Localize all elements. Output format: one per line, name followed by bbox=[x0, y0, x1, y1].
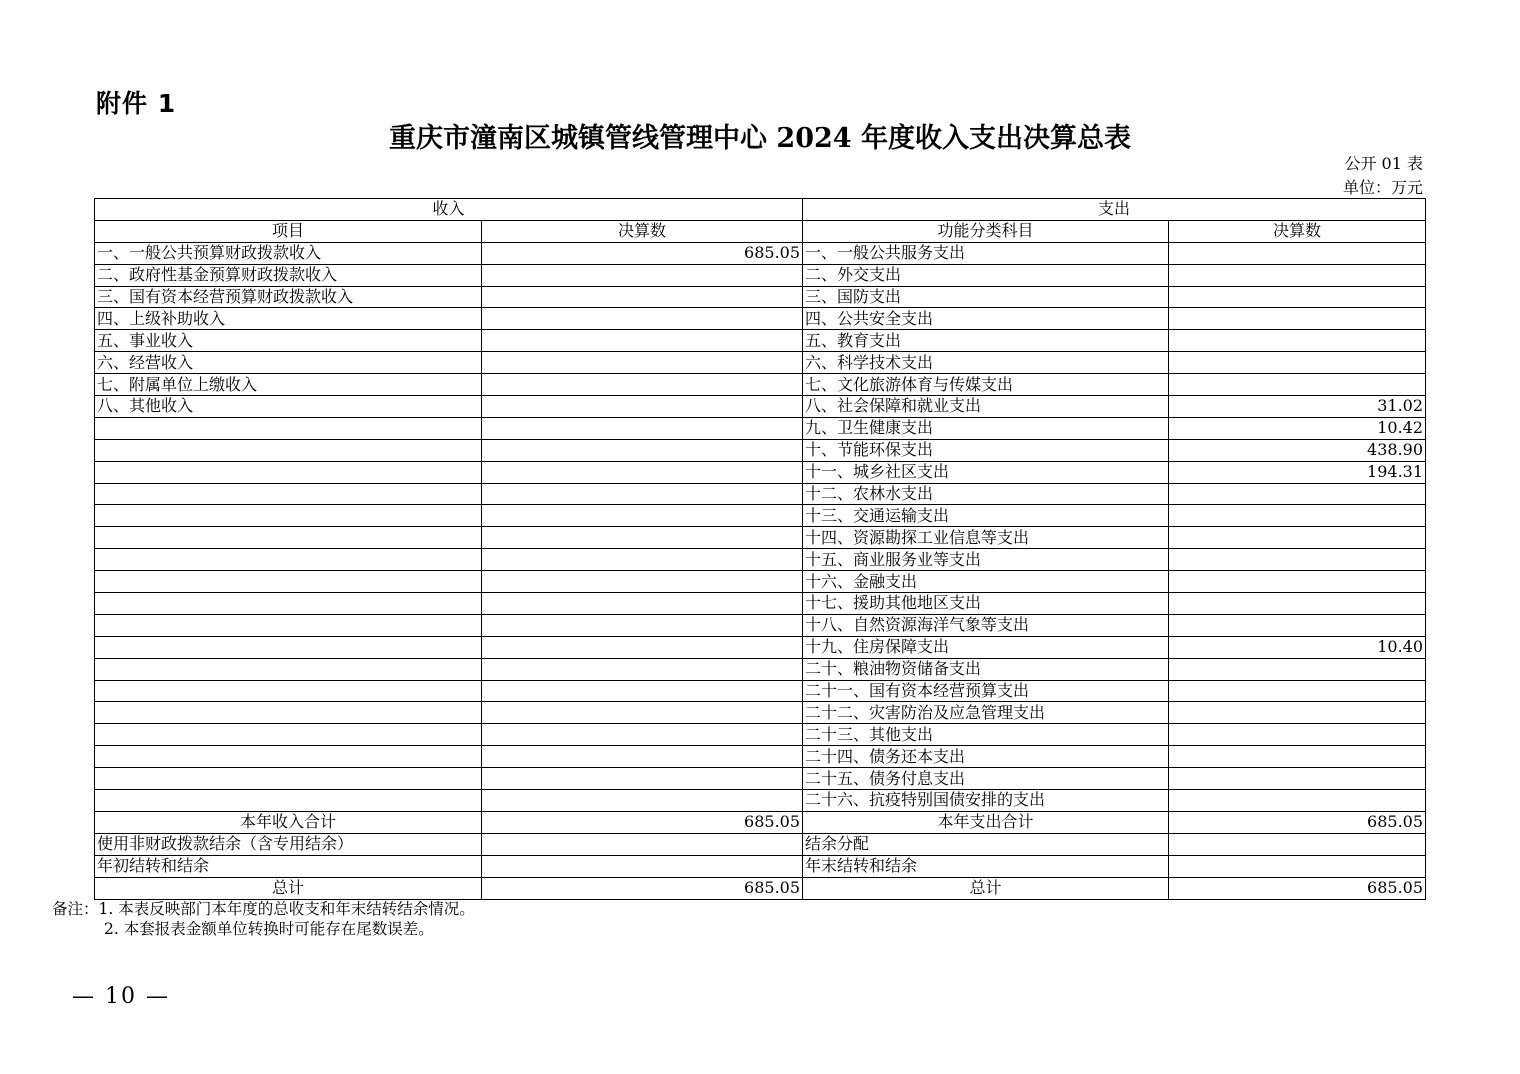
table-row bbox=[95, 549, 1426, 571]
expense-item-cell: 十、节能环保支出 bbox=[803, 439, 1169, 461]
expense-item-cell: 八、社会保障和就业支出 bbox=[803, 396, 1169, 418]
table-row bbox=[95, 768, 1426, 790]
expense-item-cell: 二十二、灾害防治及应急管理支出 bbox=[803, 702, 1169, 724]
income-value-cell bbox=[482, 593, 803, 615]
table-row bbox=[95, 658, 1426, 680]
expense-value-cell bbox=[1169, 264, 1426, 286]
income-item-cell: 三、国有资本经营预算财政拨款收入 bbox=[95, 286, 482, 308]
year-income-value: 685.05 bbox=[482, 811, 803, 833]
income-value-cell bbox=[482, 636, 803, 658]
table-row bbox=[95, 461, 1426, 483]
attachment-label: 附件 1 bbox=[96, 89, 177, 118]
table-row bbox=[95, 308, 1426, 330]
income-item-cell bbox=[95, 439, 482, 461]
unit-label: 单位：万元 bbox=[1342, 178, 1423, 197]
notes bbox=[52, 899, 475, 939]
expense-item-cell: 二十、粮油物资储备支出 bbox=[803, 658, 1169, 680]
surplus-dist-label: 结余分配 bbox=[803, 833, 1169, 855]
income-item-cell bbox=[95, 702, 482, 724]
expense-item-cell: 四、公共安全支出 bbox=[803, 308, 1169, 330]
table-row bbox=[95, 396, 1426, 418]
end-carryover-value bbox=[1169, 855, 1426, 877]
table-row bbox=[95, 352, 1426, 374]
expense-item-cell: 十五、商业服务业等支出 bbox=[803, 549, 1169, 571]
surplus-dist-value bbox=[1169, 833, 1426, 855]
expense-value-cell bbox=[1169, 768, 1426, 790]
carryover-row bbox=[95, 855, 1426, 877]
income-item-cell bbox=[95, 593, 482, 615]
expense-item-cell: 十二、农林水支出 bbox=[803, 483, 1169, 505]
income-item-cell bbox=[95, 614, 482, 636]
income-item-cell bbox=[95, 768, 482, 790]
expense-item-cell: 六、科学技术支出 bbox=[803, 352, 1169, 374]
expense-value-cell bbox=[1169, 614, 1426, 636]
expense-value-cell bbox=[1169, 374, 1426, 396]
income-header: 收入 bbox=[95, 199, 803, 221]
income-value-cell bbox=[482, 264, 803, 286]
expense-item-cell: 二十五、债务付息支出 bbox=[803, 768, 1169, 790]
table-row bbox=[95, 264, 1426, 286]
table-row bbox=[95, 286, 1426, 308]
expense-item-cell: 一、一般公共服务支出 bbox=[803, 242, 1169, 264]
income-item-cell bbox=[95, 549, 482, 571]
table-row bbox=[95, 505, 1426, 527]
income-item-cell bbox=[95, 417, 482, 439]
table-row bbox=[95, 571, 1426, 593]
expense-value-cell bbox=[1169, 658, 1426, 680]
expense-item-cell: 二、外交支出 bbox=[803, 264, 1169, 286]
income-value-cell bbox=[482, 439, 803, 461]
expense-value-cell bbox=[1169, 505, 1426, 527]
item-column-header: 项目 bbox=[95, 220, 482, 242]
income-item-cell bbox=[95, 571, 482, 593]
table-row bbox=[95, 614, 1426, 636]
page-title: 重庆市潼南区城镇管线管理中心 2024 年度收入支出决算总表 bbox=[389, 123, 1131, 154]
income-value-cell bbox=[482, 374, 803, 396]
income-item-cell bbox=[95, 746, 482, 768]
table-row bbox=[95, 417, 1426, 439]
income-item-cell: 七、附属单位上缴收入 bbox=[95, 374, 482, 396]
nonfiscal-row bbox=[95, 833, 1426, 855]
table-row bbox=[95, 242, 1426, 264]
income-value-cell: 685.05 bbox=[482, 242, 803, 264]
income-value-cell bbox=[482, 790, 803, 812]
header-row-columns bbox=[95, 220, 1426, 242]
table-row bbox=[95, 746, 1426, 768]
year-expense-label: 本年支出合计 bbox=[803, 811, 1169, 833]
expense-item-cell: 十四、资源勘探工业信息等支出 bbox=[803, 527, 1169, 549]
expense-item-cell: 二十三、其他支出 bbox=[803, 724, 1169, 746]
expense-value-cell bbox=[1169, 352, 1426, 374]
expense-item-cell: 十九、住房保障支出 bbox=[803, 636, 1169, 658]
expense-value-cell: 438.90 bbox=[1169, 439, 1426, 461]
table-row bbox=[95, 593, 1426, 615]
table-body bbox=[95, 242, 1426, 811]
table-row bbox=[95, 439, 1426, 461]
expense-value-cell bbox=[1169, 724, 1426, 746]
table-row bbox=[95, 680, 1426, 702]
grand-total-row bbox=[95, 877, 1426, 899]
expense-value-cell bbox=[1169, 483, 1426, 505]
table-row bbox=[95, 374, 1426, 396]
income-item-cell bbox=[95, 636, 482, 658]
form-number: 公开 01 表 bbox=[1344, 154, 1423, 173]
income-value-cell bbox=[482, 396, 803, 418]
begin-carryover-label: 年初结转和结余 bbox=[95, 855, 482, 877]
expense-value-cell bbox=[1169, 746, 1426, 768]
income-item-cell: 八、其他收入 bbox=[95, 396, 482, 418]
income-value-cell bbox=[482, 461, 803, 483]
expense-value-cell: 194.31 bbox=[1169, 461, 1426, 483]
expense-item-cell: 十一、城乡社区支出 bbox=[803, 461, 1169, 483]
income-item-cell bbox=[95, 680, 482, 702]
note-line-1: 备注：1. 本表反映部门本年度的总收支和年末结转结余情况。 bbox=[52, 900, 475, 918]
begin-carryover-value bbox=[482, 855, 803, 877]
income-value-cell bbox=[482, 724, 803, 746]
expense-value-cell: 10.42 bbox=[1169, 417, 1426, 439]
income-value-cell bbox=[482, 680, 803, 702]
income-item-cell bbox=[95, 483, 482, 505]
income-value-cell bbox=[482, 352, 803, 374]
income-item-cell bbox=[95, 724, 482, 746]
income-item-cell bbox=[95, 790, 482, 812]
expense-item-cell: 九、卫生健康支出 bbox=[803, 417, 1169, 439]
table-row bbox=[95, 790, 1426, 812]
grand-total-value-left: 685.05 bbox=[482, 877, 803, 899]
expense-value-cell bbox=[1169, 330, 1426, 352]
expense-value-cell bbox=[1169, 571, 1426, 593]
income-item-cell: 四、上级补助收入 bbox=[95, 308, 482, 330]
table-row bbox=[95, 724, 1426, 746]
expense-item-cell: 五、教育支出 bbox=[803, 330, 1169, 352]
income-value-cell bbox=[482, 746, 803, 768]
income-item-cell: 一、一般公共预算财政拨款收入 bbox=[95, 242, 482, 264]
expense-header: 支出 bbox=[803, 199, 1426, 221]
income-value-cell bbox=[482, 330, 803, 352]
amount-column-header: 决算数 bbox=[482, 220, 803, 242]
income-value-cell bbox=[482, 614, 803, 636]
expense-item-cell: 七、文化旅游体育与传媒支出 bbox=[803, 374, 1169, 396]
grand-total-label-right: 总计 bbox=[803, 877, 1169, 899]
income-value-cell bbox=[482, 308, 803, 330]
expense-value-cell bbox=[1169, 286, 1426, 308]
page-number: — 10 — bbox=[72, 984, 170, 1009]
table-row bbox=[95, 527, 1426, 549]
table-row bbox=[95, 330, 1426, 352]
income-value-cell bbox=[482, 527, 803, 549]
year-expense-value: 685.05 bbox=[1169, 811, 1426, 833]
year-income-label: 本年收入合计 bbox=[95, 811, 482, 833]
expense-item-cell: 二十六、抗疫特别国债安排的支出 bbox=[803, 790, 1169, 812]
expense-value-cell bbox=[1169, 308, 1426, 330]
expense-item-cell: 二十四、债务还本支出 bbox=[803, 746, 1169, 768]
income-value-cell bbox=[482, 505, 803, 527]
table-row bbox=[95, 636, 1426, 658]
expense-value-cell: 10.40 bbox=[1169, 636, 1426, 658]
income-value-cell bbox=[482, 658, 803, 680]
expense-item-cell: 二十一、国有资本经营预算支出 bbox=[803, 680, 1169, 702]
nonfiscal-label: 使用非财政拨款结余（含专用结余） bbox=[95, 833, 482, 855]
grand-total-value-right: 685.05 bbox=[1169, 877, 1426, 899]
amount2-column-header: 决算数 bbox=[1169, 220, 1426, 242]
expense-value-cell bbox=[1169, 549, 1426, 571]
header-row-sections bbox=[95, 199, 1426, 221]
expense-item-cell: 十六、金融支出 bbox=[803, 571, 1169, 593]
income-value-cell bbox=[482, 549, 803, 571]
expense-item-cell: 十七、援助其他地区支出 bbox=[803, 593, 1169, 615]
income-item-cell bbox=[95, 505, 482, 527]
expense-item-cell: 三、国防支出 bbox=[803, 286, 1169, 308]
expense-value-cell bbox=[1169, 702, 1426, 724]
income-value-cell bbox=[482, 571, 803, 593]
income-item-cell bbox=[95, 527, 482, 549]
end-carryover-label: 年末结转和结余 bbox=[803, 855, 1169, 877]
nonfiscal-value bbox=[482, 833, 803, 855]
expense-value-cell: 31.02 bbox=[1169, 396, 1426, 418]
budget-table bbox=[94, 198, 1426, 900]
income-value-cell bbox=[482, 417, 803, 439]
expense-item-cell: 十八、自然资源海洋气象等支出 bbox=[803, 614, 1169, 636]
income-item-cell: 五、事业收入 bbox=[95, 330, 482, 352]
income-value-cell bbox=[482, 768, 803, 790]
note-line-2: 2. 本套报表金额单位转换时可能存在尾数误差。 bbox=[104, 920, 434, 938]
expense-value-cell bbox=[1169, 680, 1426, 702]
table-row bbox=[95, 702, 1426, 724]
expense-value-cell bbox=[1169, 242, 1426, 264]
expense-value-cell bbox=[1169, 527, 1426, 549]
year-total-row bbox=[95, 811, 1426, 833]
table-row bbox=[95, 483, 1426, 505]
totals-section bbox=[95, 811, 1426, 899]
grand-total-label-left: 总计 bbox=[95, 877, 482, 899]
func-class-column-header: 功能分类科目 bbox=[803, 220, 1169, 242]
expense-item-cell: 十三、交通运输支出 bbox=[803, 505, 1169, 527]
income-value-cell bbox=[482, 483, 803, 505]
income-item-cell bbox=[95, 461, 482, 483]
expense-value-cell bbox=[1169, 593, 1426, 615]
expense-value-cell bbox=[1169, 790, 1426, 812]
income-item-cell bbox=[95, 658, 482, 680]
income-item-cell: 六、经营收入 bbox=[95, 352, 482, 374]
income-item-cell: 二、政府性基金预算财政拨款收入 bbox=[95, 264, 482, 286]
income-value-cell bbox=[482, 286, 803, 308]
income-value-cell bbox=[482, 702, 803, 724]
